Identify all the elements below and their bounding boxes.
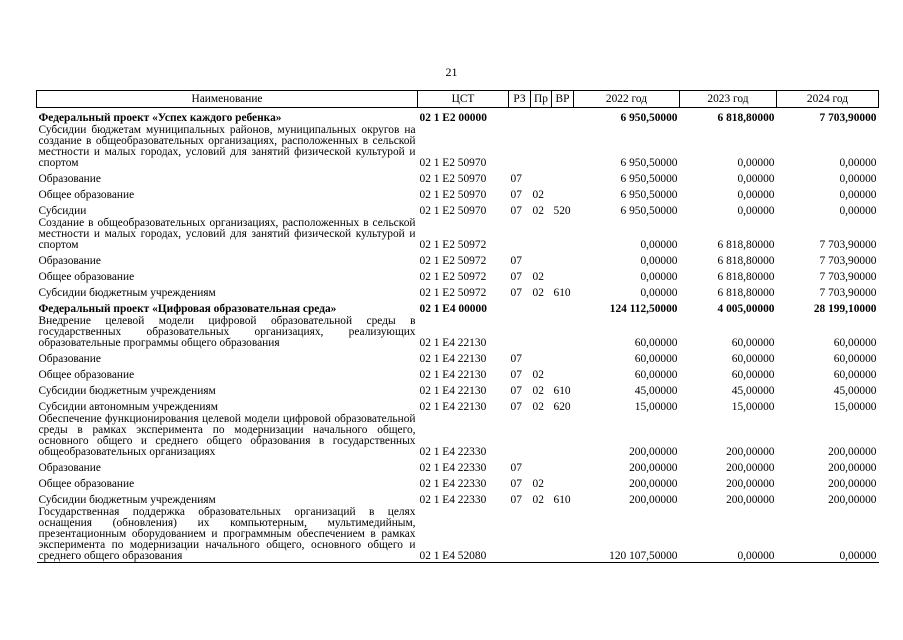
row-vr <box>552 315 574 349</box>
row-rz <box>509 124 531 169</box>
table-row <box>37 217 879 251</box>
header-rz: РЗ <box>509 91 531 108</box>
row-pr: 02 <box>532 494 544 506</box>
row-cst: 02 1 E4 22130 <box>419 369 487 381</box>
row-rz <box>509 217 531 251</box>
row-2023: 6 818,80000 <box>717 271 775 283</box>
row-2024: 7 703,90000 <box>819 255 877 267</box>
table-row <box>37 381 879 397</box>
row-cst: 02 1 E2 50970 <box>419 189 487 201</box>
row-vr: 520 <box>553 205 571 217</box>
row-2024: 0,00000 <box>777 506 879 563</box>
row-2023: 60,00000 <box>731 353 775 365</box>
row-pr: 02 <box>532 271 544 283</box>
row-pr <box>531 299 552 315</box>
row-2022: 0,00000 <box>640 271 678 283</box>
row-cst: 02 1 E2 50970 <box>419 157 487 169</box>
row-2023: 15,00000 <box>731 401 775 413</box>
row-name: Общее образование <box>38 271 135 283</box>
row-2022: 6 950,50000 <box>620 205 678 217</box>
row-2023: 200,00000 <box>726 462 775 474</box>
row-2024: 28 199,10000 <box>813 303 877 315</box>
row-2024: 0,00000 <box>839 205 877 217</box>
row-vr <box>552 506 574 563</box>
row-name: Субсидии бюджетным учреждениям <box>38 494 216 506</box>
row-rz: 07 <box>510 494 522 506</box>
row-2024: 7 703,90000 <box>819 239 877 251</box>
row-name: Внедрение целевой модели цифровой образовательной среды в государственных образовательных организациях, реализующих образовательные программы общего образования <box>38 315 416 349</box>
header-pr: Пр <box>531 91 552 108</box>
table-header-row <box>37 91 879 108</box>
row-2022: 200,00000 <box>629 494 678 506</box>
row-vr <box>552 169 574 185</box>
row-vr <box>552 124 574 169</box>
row-pr: 02 <box>532 287 544 299</box>
row-2023: 0,00000 <box>737 205 775 217</box>
row-cst: 02 1 E4 22330 <box>419 494 487 506</box>
header-2024: 2024 год <box>777 91 879 108</box>
table-row <box>37 474 879 490</box>
row-pr <box>531 458 552 474</box>
row-cst: 02 1 E2 00000 <box>419 112 487 124</box>
row-cst: 02 1 E4 52080 <box>418 506 509 563</box>
row-rz: 07 <box>510 353 522 365</box>
row-cst: 02 1 E2 50970 <box>419 173 487 185</box>
row-rz: 07 <box>510 189 522 201</box>
row-2022: 200,00000 <box>629 478 678 490</box>
row-rz: 07 <box>510 255 522 267</box>
row-2024: 200,00000 <box>828 478 877 490</box>
row-2022: 200,00000 <box>629 446 678 458</box>
row-rz: 07 <box>510 287 522 299</box>
row-cst: 02 1 E2 50972 <box>419 239 487 251</box>
row-name: Федеральный проект «Успех каждого ребенка» <box>38 112 282 124</box>
page-number: 21 <box>445 65 458 79</box>
row-vr <box>552 185 574 201</box>
row-rz: 07 <box>510 385 522 397</box>
row-2024: 200,00000 <box>828 462 877 474</box>
row-2023: 6 818,80000 <box>717 255 775 267</box>
row-pr <box>531 108 552 125</box>
row-pr <box>531 251 552 267</box>
row-2022: 0,00000 <box>640 239 678 251</box>
row-rz <box>509 315 531 349</box>
row-2023: 200,00000 <box>726 494 775 506</box>
row-cst: 02 1 E4 22130 <box>419 353 487 365</box>
row-2024: 0,00000 <box>839 157 877 169</box>
row-2023: 200,00000 <box>726 478 775 490</box>
row-vr: 610 <box>553 287 571 299</box>
row-pr: 02 <box>532 385 544 397</box>
row-rz: 07 <box>510 401 522 413</box>
row-pr <box>531 506 552 563</box>
row-2022: 0,00000 <box>640 255 678 267</box>
row-cst: 02 1 E2 50972 <box>419 255 487 267</box>
row-cst: 02 1 E4 22330 <box>419 462 487 474</box>
row-rz: 07 <box>510 205 522 217</box>
row-pr <box>531 315 552 349</box>
row-2022: 6 950,50000 <box>620 189 678 201</box>
row-2023: 0,00000 <box>737 173 775 185</box>
row-cst: 02 1 E2 50972 <box>419 271 487 283</box>
row-2024: 0,00000 <box>839 189 877 201</box>
row-name: Общее образование <box>38 369 135 381</box>
row-2024: 200,00000 <box>828 494 877 506</box>
row-2022: 6 950,50000 <box>620 173 678 185</box>
row-2024: 7 703,90000 <box>819 112 877 124</box>
row-cst: 02 1 E2 50972 <box>419 287 487 299</box>
row-2023: 0,00000 <box>737 157 775 169</box>
row-2024: 7 703,90000 <box>819 287 877 299</box>
row-rz <box>509 108 531 125</box>
row-vr: 610 <box>553 494 571 506</box>
row-cst: 02 1 E2 50970 <box>419 205 487 217</box>
table-row <box>37 490 879 506</box>
row-vr <box>552 413 574 458</box>
table-body <box>37 108 879 563</box>
table-row <box>37 506 879 563</box>
row-cst: 02 1 E4 00000 <box>419 303 487 315</box>
row-2022: 120 107,50000 <box>574 506 680 563</box>
header-2023: 2023 год <box>680 91 777 108</box>
row-vr <box>552 299 574 315</box>
row-cst: 02 1 E4 22330 <box>419 446 487 458</box>
row-name: Образование <box>38 353 101 365</box>
row-2022: 60,00000 <box>634 337 678 349</box>
row-2022: 6 950,50000 <box>620 112 678 124</box>
row-rz: 07 <box>510 478 522 490</box>
row-2024: 60,00000 <box>833 369 877 381</box>
row-vr: 620 <box>553 401 571 413</box>
row-pr: 02 <box>532 401 544 413</box>
row-2023: 60,00000 <box>731 369 775 381</box>
row-pr <box>531 413 552 458</box>
table-row <box>37 124 879 169</box>
row-2022: 15,00000 <box>634 401 678 413</box>
row-2023: 45,00000 <box>731 385 775 397</box>
row-2024: 15,00000 <box>833 401 877 413</box>
row-2022: 6 950,50000 <box>620 157 678 169</box>
row-2024: 7 703,90000 <box>819 271 877 283</box>
row-pr: 02 <box>532 189 544 201</box>
row-2023: 6 818,80000 <box>717 112 775 124</box>
table-row <box>37 299 879 315</box>
row-name: Образование <box>38 173 101 185</box>
table-row <box>37 283 879 299</box>
row-2023: 60,00000 <box>731 337 775 349</box>
row-pr <box>531 349 552 365</box>
row-rz <box>509 506 531 563</box>
header-2022: 2022 год <box>574 91 680 108</box>
row-name: Субсидии бюджетам муниципальных районов, муниципальных округов на создание в общеобразовательных организациях, расположенных в сельской местности и малых городах, условий для занятий физической культурой и спортом <box>38 124 416 169</box>
row-2023: 0,00000 <box>737 189 775 201</box>
row-2022: 200,00000 <box>629 462 678 474</box>
row-vr: 610 <box>553 385 571 397</box>
row-2023: 200,00000 <box>726 446 775 458</box>
row-2022: 60,00000 <box>634 353 678 365</box>
row-rz: 07 <box>510 369 522 381</box>
table-row <box>37 413 879 458</box>
table-row <box>37 267 879 283</box>
row-cst: 02 1 E4 22130 <box>419 401 487 413</box>
row-rz <box>509 299 531 315</box>
table-row <box>37 185 879 201</box>
header-vr: ВР <box>552 91 574 108</box>
row-cst: 02 1 E4 22330 <box>419 478 487 490</box>
row-2023: 6 818,80000 <box>717 287 775 299</box>
row-2023: 4 005,00000 <box>717 303 775 315</box>
row-pr: 02 <box>532 205 544 217</box>
row-2022: 45,00000 <box>634 385 678 397</box>
row-vr <box>552 108 574 125</box>
row-name: Общее образование <box>38 478 135 490</box>
table-row <box>37 201 879 217</box>
row-2022: 0,00000 <box>640 287 678 299</box>
table-row <box>37 365 879 381</box>
row-cst: 02 1 E4 22130 <box>419 337 487 349</box>
table-row <box>37 251 879 267</box>
row-name: Субсидии автономным учреждениям <box>38 401 218 413</box>
row-name: Субсидии <box>38 205 87 217</box>
row-name: Образование <box>38 255 101 267</box>
row-rz: 07 <box>510 271 522 283</box>
row-vr <box>552 458 574 474</box>
row-2022: 60,00000 <box>634 369 678 381</box>
row-2023: 6 818,80000 <box>717 239 775 251</box>
row-vr <box>552 474 574 490</box>
row-name: Государственная поддержка образовательных организаций в целях оснащения (обновления) их компьютерным, мультимедийным, презентационным оборудованием и программным обеспечением в рамках эксперимента по модернизации начального общего, основного общего и среднего общего образования <box>38 506 416 562</box>
row-2023: 0,00000 <box>680 506 777 563</box>
row-cst: 02 1 E4 22130 <box>419 385 487 397</box>
row-2022: 124 112,50000 <box>609 303 678 315</box>
row-name: Субсидии бюджетным учреждениям <box>38 287 216 299</box>
row-2024: 0,00000 <box>839 173 877 185</box>
row-vr <box>552 365 574 381</box>
budget-table <box>36 90 879 563</box>
row-rz: 07 <box>510 462 522 474</box>
table-row <box>37 108 879 125</box>
row-pr: 02 <box>532 369 544 381</box>
row-name: Создание в общеобразовательных организациях, расположенных в сельской местности и малых городах, условий для занятий физической культурой и спортом <box>38 217 416 251</box>
row-vr <box>552 349 574 365</box>
table-row <box>37 169 879 185</box>
row-name: Образование <box>38 462 101 474</box>
row-name: Общее образование <box>38 189 135 201</box>
table-row <box>37 349 879 365</box>
row-rz <box>509 413 531 458</box>
row-pr <box>531 169 552 185</box>
header-cst: ЦСТ <box>418 91 509 108</box>
row-vr <box>552 217 574 251</box>
row-vr <box>552 251 574 267</box>
row-name: Федеральный проект «Цифровая образовательная среда» <box>38 303 337 315</box>
row-2024: 200,00000 <box>828 446 877 458</box>
row-pr <box>531 217 552 251</box>
table-row <box>37 458 879 474</box>
row-2024: 45,00000 <box>833 385 877 397</box>
row-pr: 02 <box>532 478 544 490</box>
row-name: Субсидии бюджетным учреждениям <box>38 385 216 397</box>
row-2024: 60,00000 <box>833 337 877 349</box>
row-2024: 60,00000 <box>833 353 877 365</box>
row-pr <box>531 124 552 169</box>
row-rz: 07 <box>510 173 522 185</box>
row-vr <box>552 267 574 283</box>
row-name: Обеспечение функционирования целевой модели цифровой образовательной среды в рамках эксперимента по модернизации начального общего, основного общего и среднего общего образования в государственных общеобразовательных организациях <box>38 413 416 458</box>
table-row <box>37 315 879 349</box>
header-name: Наименование <box>37 91 418 108</box>
table-row <box>37 397 879 413</box>
